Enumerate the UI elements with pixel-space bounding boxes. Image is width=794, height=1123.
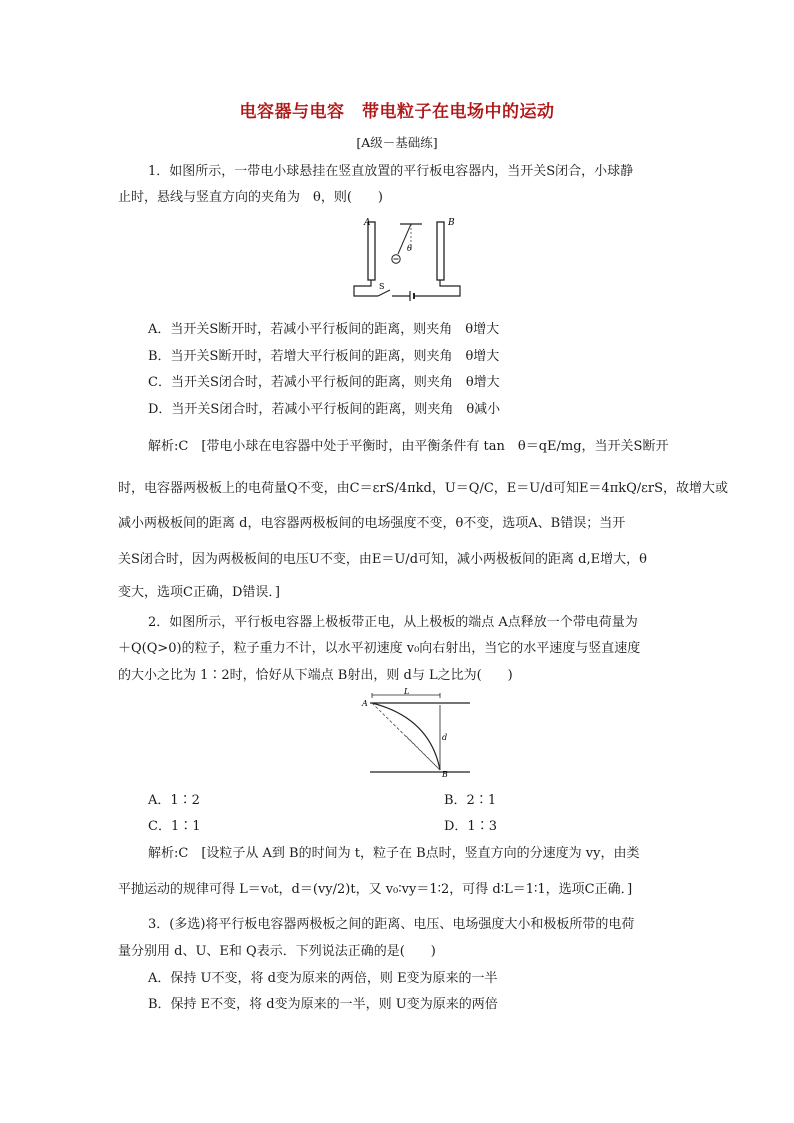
plate-b [437,222,444,280]
label-l: L [404,688,410,696]
q1-analysis-line-1: 解析:C [带电小球在电容器中处于平衡时，由平衡条件有 tan θ＝qE/mg，当开关S断开 [148,439,669,454]
q1-analysis-line-3: 减小两极板间的距离 d，电容器两极板间的电场强度不变，θ不变，选项A、B错误；当开 [118,516,626,531]
q2-analysis-line-2: 平抛运动的规律可得 L＝v₀t，d＝(vy/2)t，又 v₀∶vy＝1∶2，可得 d∶L＝1∶1，选项C正确．] [118,882,633,897]
q3-stem-line-1: 3．(多选)将平行板电容器两极板之间的距离、电压、电场强度大小和极板所带的电荷 [148,917,635,932]
document-title: 电容器与电容 带电粒子在电场中的运动 [239,102,555,122]
q2-option-b: B．2∶1 [444,793,497,808]
q2-trajectory-figure [360,688,480,780]
q2-analysis-line-1: 解析:C [设粒子从 A到 B的时间为 t，粒子在 B点时，竖直方向的分速度为 vy，由类 [148,846,640,861]
label-a: A [364,218,371,228]
q1-analysis-line-5: 变大，选项C正确，D错误．] [118,585,280,600]
label-b: B [442,770,448,779]
q1-analysis-line-2: 时，电容器两极板上的电荷量Q不变，由C＝εrS/4πkd，U＝Q/C，E＝U/d可知E＝4πkQ/εrS，故增大或 [118,481,729,496]
q1-option-a: A．当开关S断开时，若减小平行板间的距离，则夹角 θ增大 [148,322,500,337]
q2-stem-line-1: 2．如图所示，平行板电容器上极板带正电，从上极板的端点 A点释放一个带电荷量为 [148,615,638,630]
label-theta: θ [407,244,412,253]
q2-option-a: A．1∶2 [148,793,200,808]
q1-stem-line-2: 止时，悬线与竖直方向的夹角为 θ，则( ) [118,190,383,205]
q2-stem-line-3: 的大小之比为 1∶2时，恰好从下端点 B射出，则 d与 L之比为( ) [118,668,513,683]
q3-option-b: B．保持 E不变，将 d变为原来的一半，则 U变为原来的两倍 [148,997,498,1012]
section-label: [A级－基础练] [356,135,438,150]
label-b: B [448,218,455,228]
q3-option-a: A．保持 U不变，将 d变为原来的两倍，则 E变为原来的一半 [148,971,498,986]
plate-a [368,222,375,280]
q2-option-c: C．1∶1 [148,819,201,834]
circuit-wire-left [354,280,378,296]
circuit-wire-right [414,280,460,296]
q3-stem-line-2: 量分别用 d、U、E和 Q表示．下列说法正确的是( ) [118,944,436,959]
label-a: A [362,699,368,708]
q1-stem-line-1: 1．如图所示，一带电小球悬挂在竖直放置的平行板电容器内，当开关S闭合，小球静 [148,164,634,179]
q1-option-b: B．当开关S断开时，若增大平行板间的距离，则夹角 θ增大 [148,349,500,364]
q2-option-d: D．1∶3 [444,819,497,834]
q2-stem-line-2: ＋Q(Q>0)的粒子，粒子重力不计，以水平初速度 v₀向右射出，当它的水平速度与竖直速度 [118,641,641,656]
q1-option-d: D．当开关S闭合时，若减小平行板间的距离，则夹角 θ减小 [148,402,501,417]
label-s: S [379,282,385,291]
label-d: d [442,733,448,742]
q1-analysis-line-4: 关S闭合时，因为两极板间的电压U不变，由E＝U/d可知，减小两极板间的距离 d,E增大，θ [118,552,647,567]
q1-option-c: C．当开关S闭合时，若减小平行板间的距离，则夹角 θ增大 [148,375,500,390]
q1-capacitor-figure [340,212,480,308]
